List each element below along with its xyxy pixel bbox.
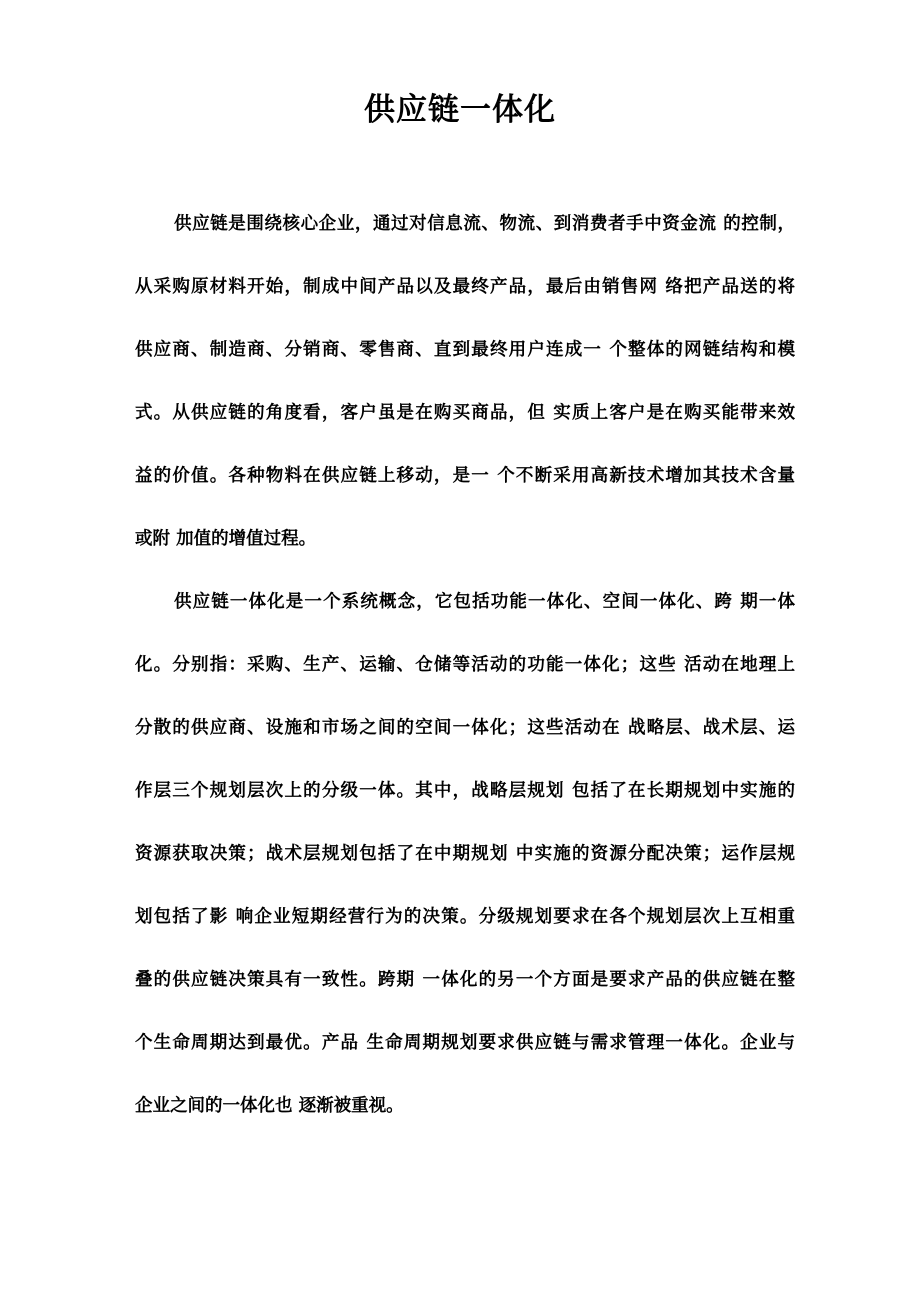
paragraph-line: 分散的供应商、设施和市场之间的空间一体化；这些活动在 战略层、战术层、运 [135,718,795,738]
paragraph-line: 供应商、制造商、分销商、零售商、直到最终用户连成一 个整体的网链结构和模 [135,340,795,360]
paragraph-line: 企业之间的一体化也 逐渐被重视。 [135,1096,404,1116]
paragraph-line: 或附 加值的增值过程。 [135,529,317,549]
paragraph-line: 供应链一体化是一个系统概念，它包括功能一体化、空间一体化、跨 期一体 [174,592,795,612]
paragraph-line: 从采购原材料开始，制成中间产品以及最终产品，最后由销售网 络把产品送的将 [135,277,795,297]
paragraph-line: 个生命周期达到最优。产品 生命周期规划要求供应链与需求管理一体化。企业与 [135,1033,795,1053]
paragraph-line: 益的价值。各种物料在供应链上移动，是一 个不断采用高新技术增加其技术含量 [135,466,795,486]
document-title: 供应链一体化 [364,92,556,128]
paragraph-line: 资源获取决策；战术层规划包括了在中期规划 中实施的资源分配决策；运作层规 [135,844,795,864]
paragraph-line: 供应链是围绕核心企业，通过对信息流、物流、到消费者手中资金流 的控制， [174,214,795,234]
paragraph-line: 式。从供应链的角度看，客户虽是在购买商品，但 实质上客户是在购买能带来效 [135,403,795,423]
paragraph-line: 化。分别指：采购、生产、运输、仓储等活动的功能一体化；这些 活动在地理上 [135,655,795,675]
paragraph-line: 叠的供应链决策具有一致性。跨期 一体化的另一个方面是要求产品的供应链在整 [135,970,795,990]
paragraph-line: 作层三个规划层次上的分级一体。其中，战略层规划 包括了在长期规划中实施的 [135,781,795,801]
paragraph-line: 划包括了影 响企业短期经营行为的决策。分级规划要求在各个规划层次上互相重 [135,907,795,927]
